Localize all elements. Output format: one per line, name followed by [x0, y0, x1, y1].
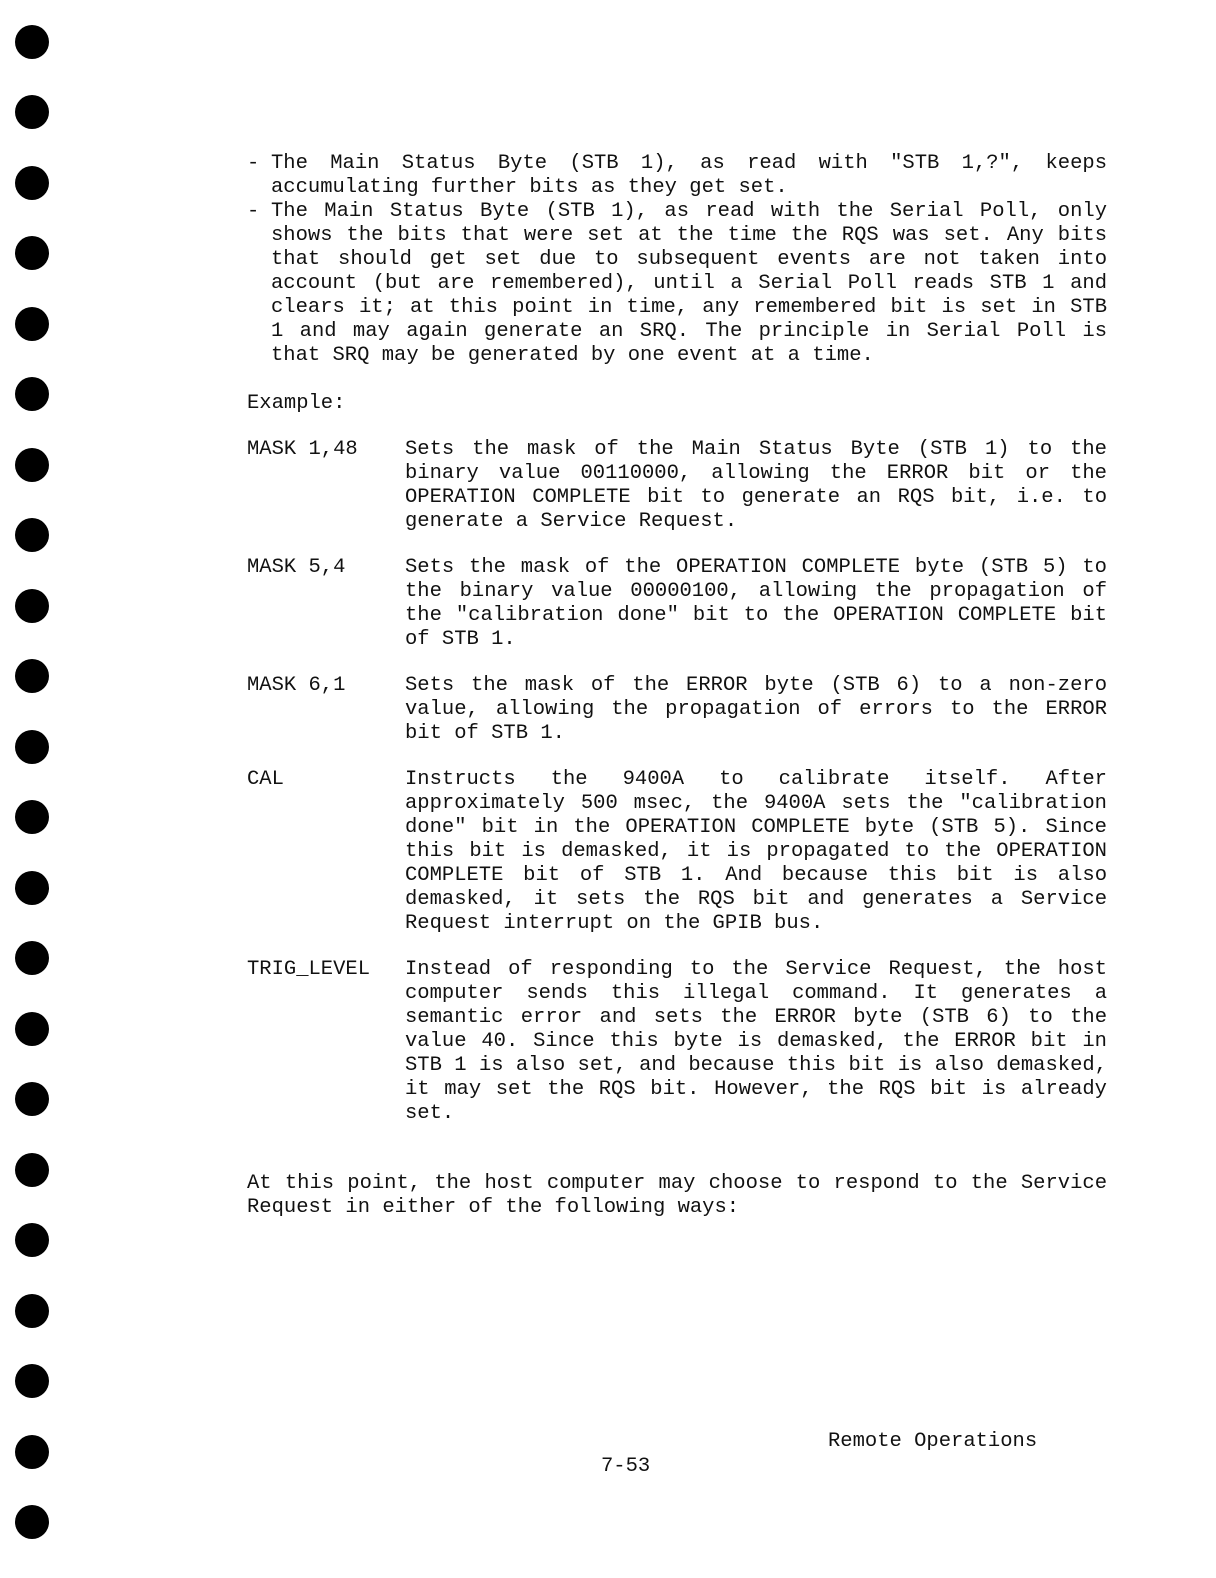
- footer-page-number: 7-53: [601, 1455, 651, 1478]
- bullet-marker: -: [247, 200, 260, 223]
- command-description: Sets the mask of the OPERATION COMPLETE byte (STB 5) to the binary value 00000100, allowing the propagation of the "calibration done" bit to the OPERATION COMPLETE bit of STB 1.: [405, 556, 1107, 651]
- command-entry: [247, 674, 1107, 746]
- command-name: MASK 5,4: [247, 556, 346, 579]
- example-heading: Example:: [247, 392, 346, 415]
- bullet-item: [247, 200, 1107, 368]
- binder-hole: [15, 1012, 49, 1046]
- closing-paragraph: At this point, the host computer may choose to respond to the Service Request in either of the following ways:: [247, 1172, 1107, 1219]
- binder-hole: [15, 800, 49, 834]
- binder-hole: [15, 95, 49, 129]
- command-name: MASK 1,48: [247, 438, 358, 461]
- page-body: [247, 152, 1107, 1220]
- binder-hole: [15, 1223, 49, 1257]
- command-name: CAL: [247, 768, 284, 791]
- binder-hole: [15, 659, 49, 693]
- binder-hole: [15, 236, 49, 270]
- footer-section-name: Remote Operations: [828, 1430, 1038, 1453]
- command-name: TRIG_LEVEL: [247, 958, 371, 981]
- binder-hole: [15, 1505, 49, 1539]
- binder-hole: [15, 377, 49, 411]
- binder-hole: [15, 1082, 49, 1116]
- command-entry: [247, 958, 1107, 1126]
- binder-hole: [15, 1364, 49, 1398]
- binder-hole: [15, 166, 49, 200]
- command-description: Instructs the 9400A to calibrate itself. After approximately 500 msec, the 9400A sets the "calibration done" bit in the OPERATION COMPLETE byte (STB 5). Since this bit is demasked, it is propagated to the OPERATION COMPLETE bit of STB 1. And because this bit is also demasked, it sets the RQS bit and generates a Service Request interrupt on the GPIB bus.: [405, 768, 1107, 935]
- binder-hole: [15, 307, 49, 341]
- binder-hole: [15, 1294, 49, 1328]
- command-entry: [247, 556, 1107, 652]
- command-description: Sets the mask of the ERROR byte (STB 6) to a non-zero value, allowing the propagation of errors to the ERROR bit of STB 1.: [405, 674, 1107, 745]
- command-entry: [247, 438, 1107, 534]
- binder-hole: [15, 730, 49, 764]
- command-description: Instead of responding to the Service Request, the host computer sends this illegal command. It generates a semantic error and sets the ERROR byte (STB 6) to the value 40. Since this byte is demasked, the ERROR bit in STB 1 is also set, and because this bit is also demasked, it may set the RQS bit. However, the RQS bit is already set.: [405, 958, 1107, 1125]
- binder-hole: [15, 589, 49, 623]
- bullet-text: The Main Status Byte (STB 1), as read with the Serial Poll, only shows the bits that were set at the time the RQS was set. Any bits that should get set due to subsequent events are not taken into account (but are remembered), until a Serial Poll reads STB 1 and clears it; at this point in time, any remembered bit is set in STB 1 and may again generate an SRQ. The principle in Serial Poll is that SRQ may be generated by one event at a time.: [271, 200, 1107, 367]
- command-name: MASK 6,1: [247, 674, 346, 697]
- binder-hole: [15, 871, 49, 905]
- bullet-item: [247, 152, 1107, 200]
- binder-hole: [15, 518, 49, 552]
- bullet-text: The Main Status Byte (STB 1), as read with "STB 1,?", keeps accumulating further bits as they get set.: [271, 152, 1107, 199]
- command-entry: [247, 768, 1107, 936]
- binder-hole: [15, 448, 49, 482]
- binder-hole: [15, 1153, 49, 1187]
- command-description: Sets the mask of the Main Status Byte (STB 1) to the binary value 00110000, allowing the ERROR bit or the OPERATION COMPLETE bit to generate an RQS bit, i.e. to generate a Service Request.: [405, 438, 1107, 533]
- binder-hole: [15, 25, 49, 59]
- binder-hole: [15, 1435, 49, 1469]
- binder-hole: [15, 941, 49, 975]
- bullet-marker: -: [247, 152, 260, 175]
- binder-holes: [15, 25, 49, 1565]
